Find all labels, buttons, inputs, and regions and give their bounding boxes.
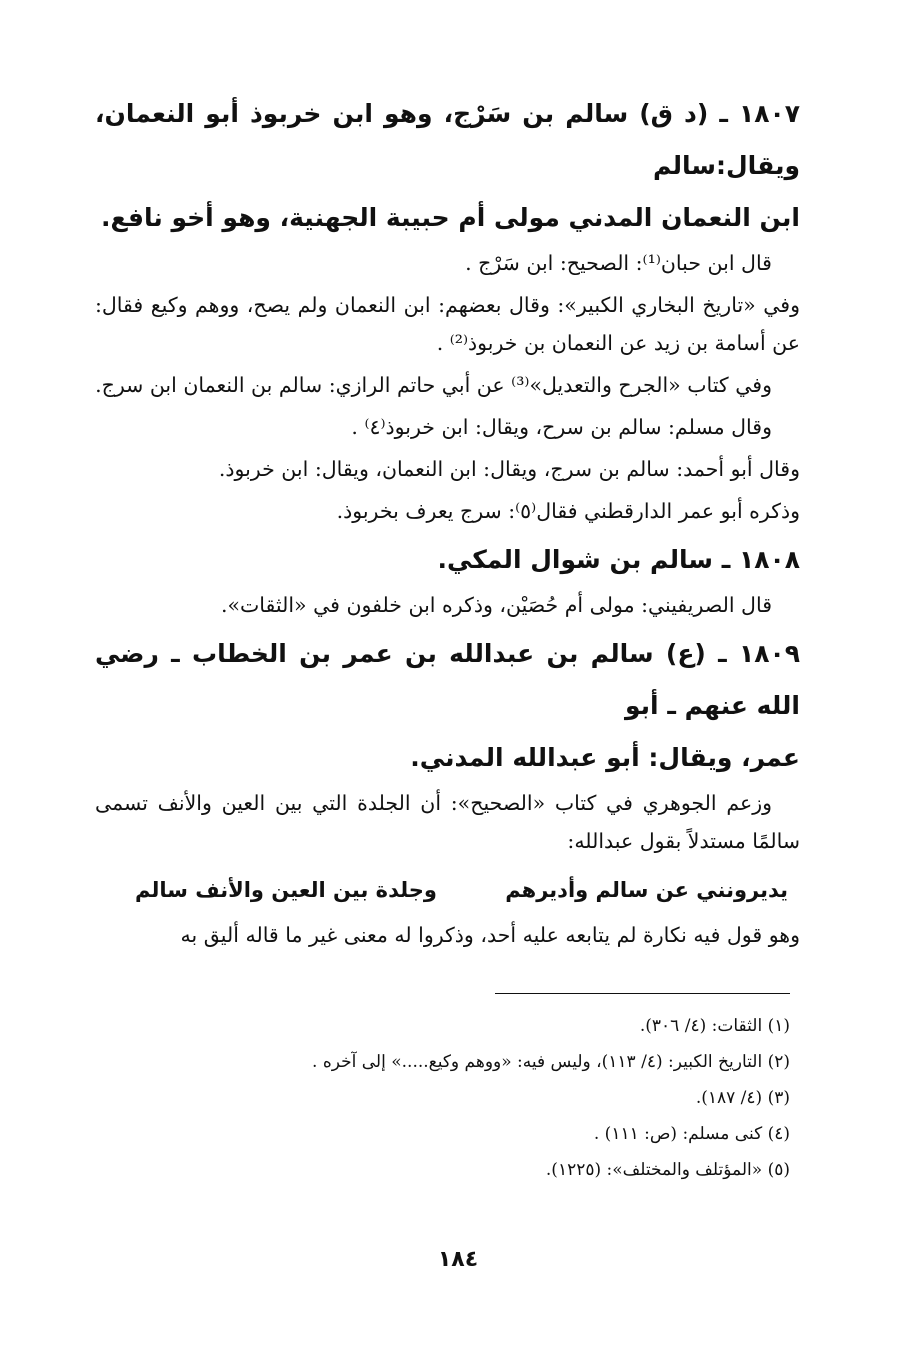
entry-1808-paragraph: قال الصريفيني: مولى أم حُصَيْن، وذكره ابن خلفون في «الثقات».: [220, 593, 772, 617]
entry-1807-title-line2: ابن النعمان المدني مولى أم حبيبة الجهنية، وهو أخو نافع.: [101, 203, 800, 232]
page-number: ١٨٤: [437, 1247, 479, 1272]
entry-1809-title-line1: ١٨٠٩ ـ (ع) سالم بن عبدالله بن عمر بن الخطاب ـ رضي الله عنهم ـ أبو: [95, 639, 800, 720]
entry-1809-title-line2: عمر، ويقال: أبو عبدالله المدني.: [410, 743, 800, 772]
footnote-item: (٥) «المؤتلف والمختلف»: (١٢٢٥).: [545, 1160, 790, 1180]
entry-1807-paragraph: وقال أبو أحمد: سالم بن سرج، ويقال: ابن النعمان، ويقال: ابن خربوذ.: [218, 457, 800, 481]
footnotes: [95, 1008, 790, 1188]
entry-1807-paragraph: وفي «تاريخ البخاري الكبير»: وقال بعضهم: ابن النعمان ولم يصح، ووهم وكيع فقال: عن أسامة بن زيد عن النعمان بن خربوذ⁽²⁾ .: [95, 293, 800, 355]
entry-1809-paragraph: وزعم الجوهري في كتاب «الصحيح»: أن الجلدة التي بين العين والأنف تسمى سالمًا مستدلاً بقول عبدالله:: [95, 791, 800, 853]
entry-1807-paragraph: وذكره أبو عمر الدارقطني فقال⁽٥⁾: سرج يعرف بخربوذ.: [336, 499, 800, 523]
entry-1809-paragraph: وهو قول فيه نكارة لم يتابعه عليه أحد، وذكروا له معنى غير ما قاله أليق به: [180, 923, 800, 947]
poetry-verse: [95, 864, 800, 916]
footnote-item: (٢) التاريخ الكبير: (٤/ ١١٣)، وليس فيه: «ووهم وكيع.....» إلى آخره .: [312, 1052, 790, 1072]
footnote-item: (١) الثقات: (٤/ ٣٠٦).: [639, 1016, 790, 1036]
footnote-item: (٣) (٤/ ١٨٧).: [695, 1088, 790, 1108]
entry-1807-title-line1: ١٨٠٧ ـ (د ق) سالم بن سَرْج، وهو ابن خربوذ أبو النعمان، ويقال:سالم: [95, 99, 800, 180]
entry-1807-paragraph: وفي كتاب «الجرح والتعديل»⁽³⁾ عن أبي حاتم الرازي: سالم بن النعمان ابن سرج.: [95, 373, 772, 397]
footnote-separator: [495, 993, 790, 994]
entry-1807-paragraph: وقال مسلم: سالم بن سرح، ويقال: ابن خربوذ⁽٤⁾ .: [351, 415, 772, 439]
entry-1807-paragraph: قال ابن حبان⁽¹⁾: الصحيح: ابن سَرْج .: [465, 251, 772, 275]
verse-first-hemistich: يديرونني عن سالم وأديرهم: [505, 878, 788, 902]
page-body: [95, 88, 800, 958]
verse-second-hemistich: وجلدة بين العين والأنف سالم: [135, 878, 437, 902]
entry-1808-title: ١٨٠٨ ـ سالم بن شوال المكي.: [437, 545, 800, 574]
footnote-item: (٤) كنى مسلم: (ص: ١١١) .: [593, 1124, 790, 1144]
